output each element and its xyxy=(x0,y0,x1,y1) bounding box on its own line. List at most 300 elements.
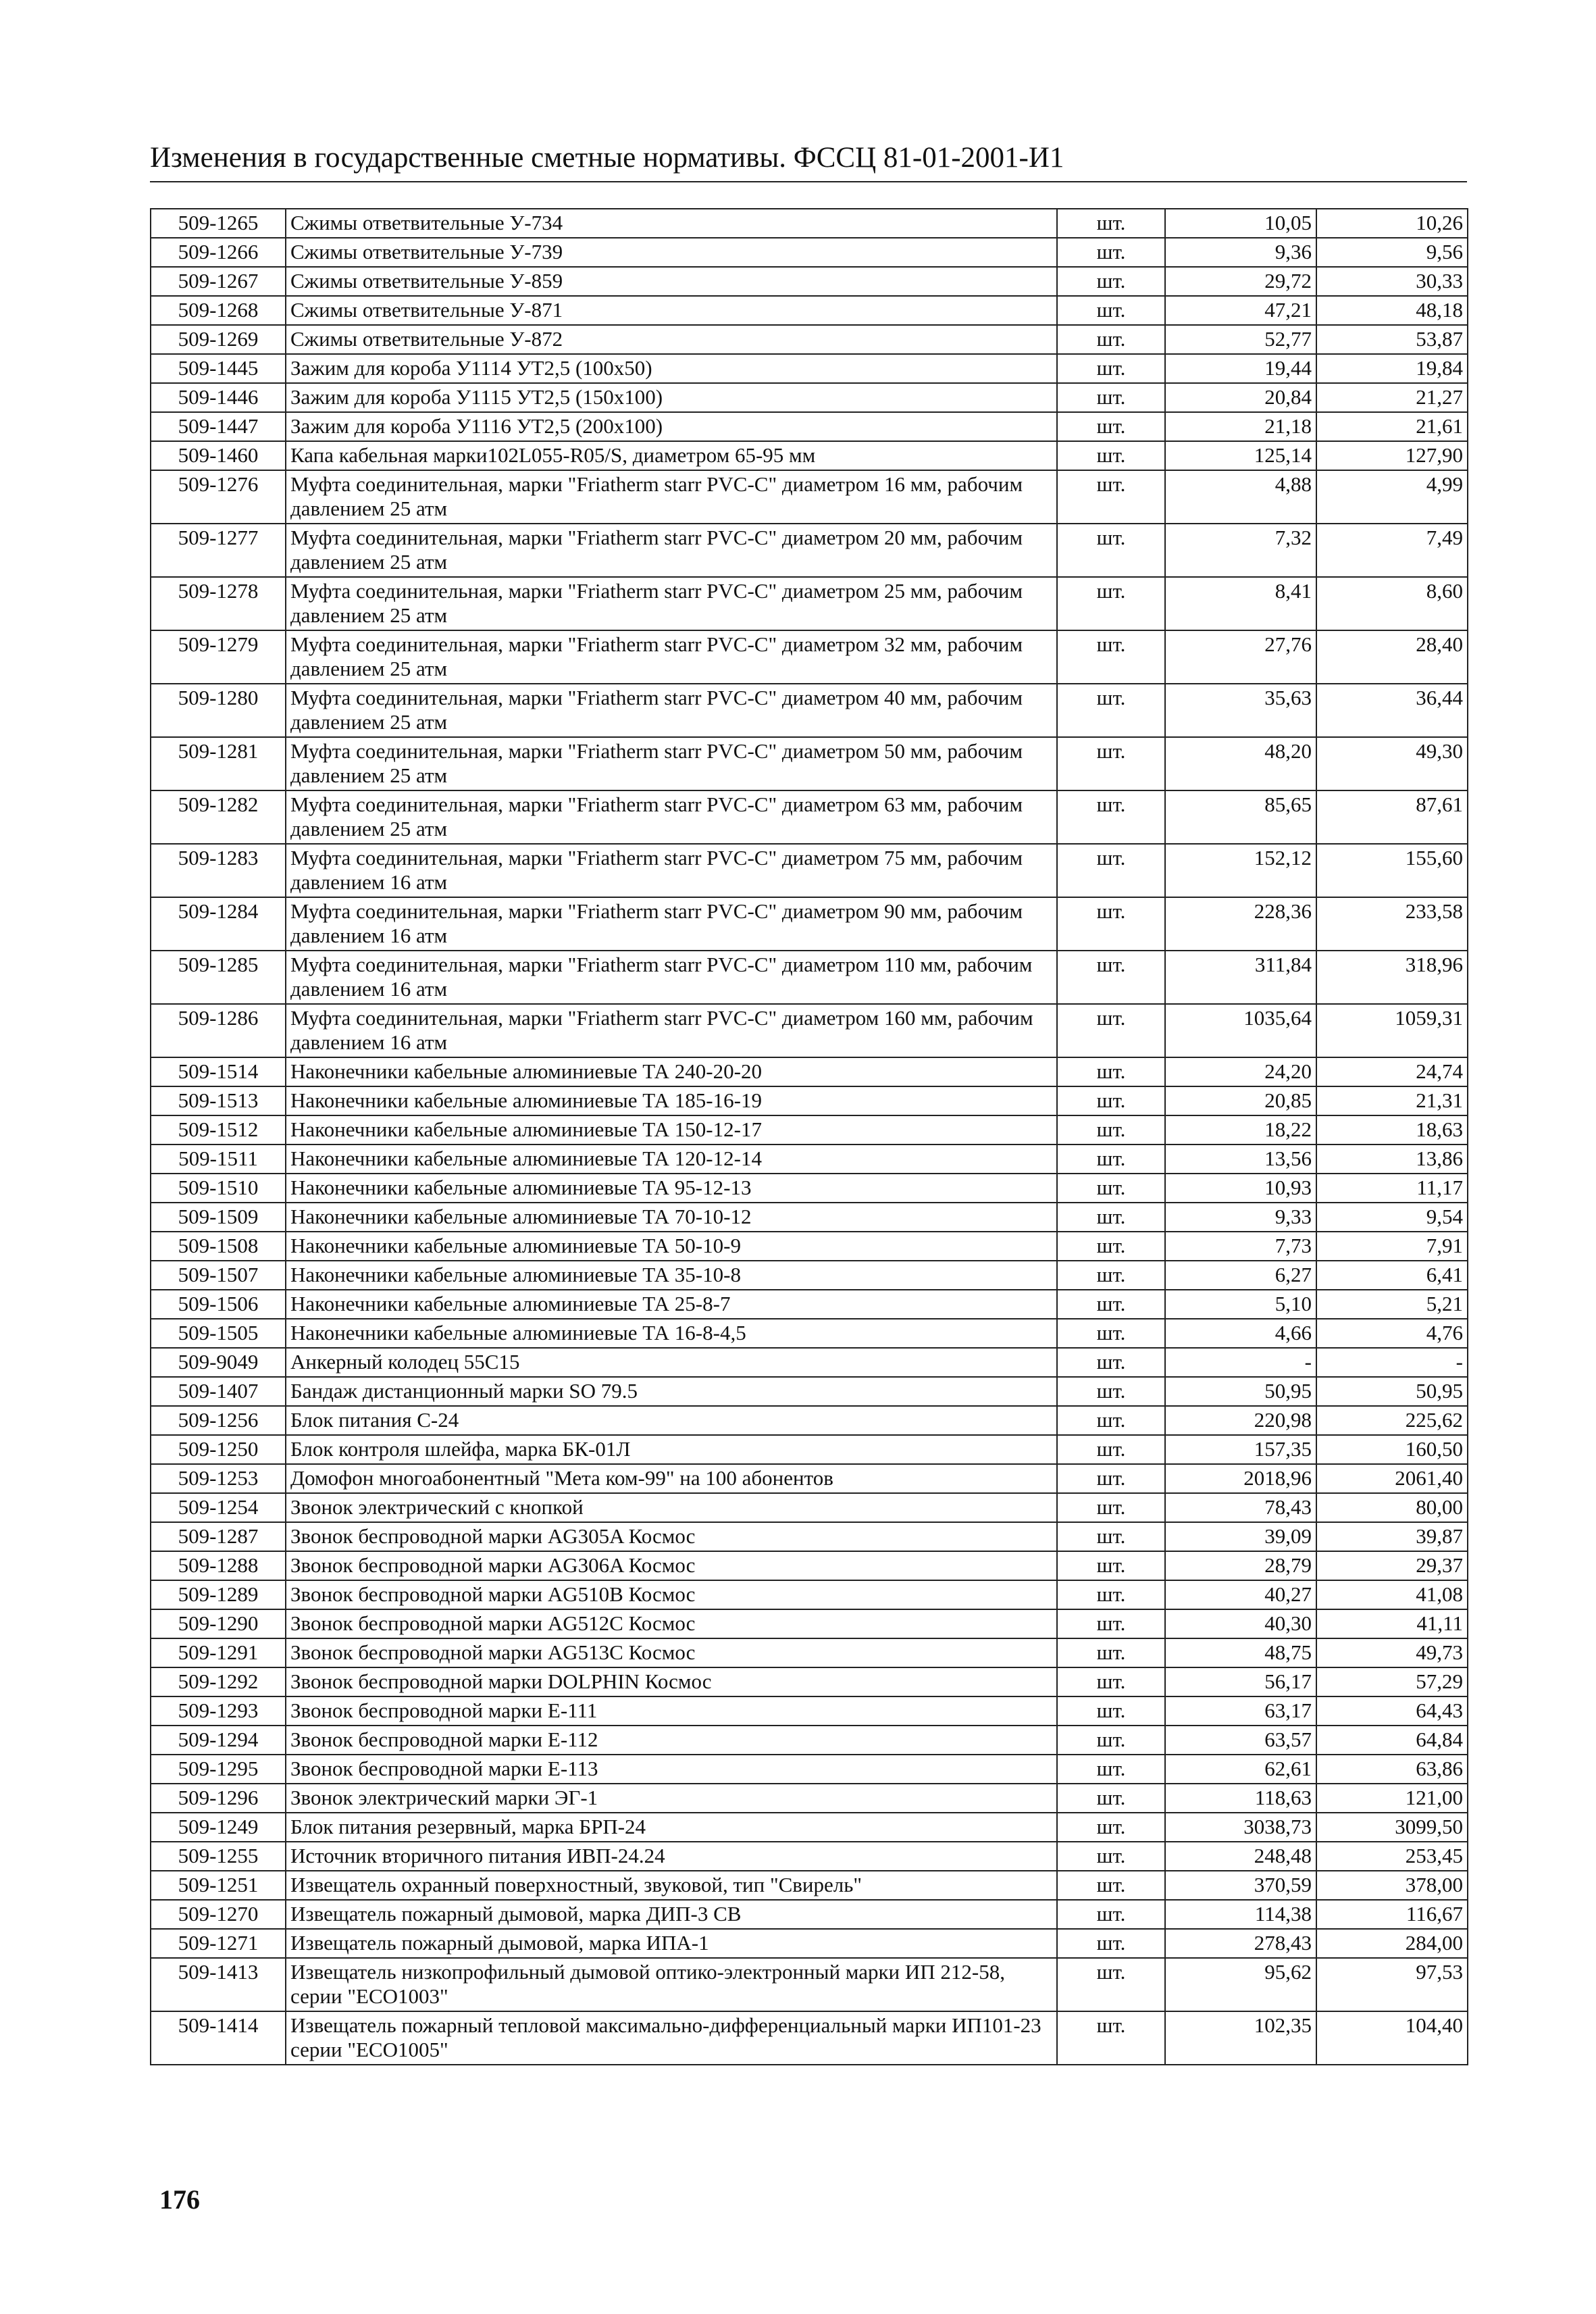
resource-name-cell: Сжимы ответвительные У-872 xyxy=(286,325,1057,354)
price-table-body xyxy=(151,209,1468,2065)
price-cell-2: 97,53 xyxy=(1316,1958,1468,2011)
price-cell-2: 36,44 xyxy=(1316,684,1468,737)
resource-code-cell: 509-1269 xyxy=(151,325,286,354)
resource-name-cell: Муфта соединительная, марки "Friatherm starr PVC-C" диаметром 63 мм, рабочим давлением 25 атм xyxy=(286,790,1057,844)
price-cell-2: 8,60 xyxy=(1316,577,1468,630)
table-row xyxy=(151,1871,1468,1900)
resource-name-cell: Сжимы ответвительные У-734 xyxy=(286,209,1057,238)
page-header: Изменения в государственные сметные нормативы. ФССЦ 81-01-2001-И1 xyxy=(150,142,1064,174)
resource-name-cell: Капа кабельная марки102L055-R05/S, диаметром 65-95 мм xyxy=(286,441,1057,470)
unit-cell: шт. xyxy=(1057,1377,1165,1406)
resource-name-cell: Извещатель низкопрофильный дымовой оптико-электронный марки ИП 212-58, серии "ECO1003" xyxy=(286,1958,1057,2011)
price-cell-2: 24,74 xyxy=(1316,1057,1468,1086)
table-row xyxy=(151,267,1468,296)
table-row xyxy=(151,1004,1468,1057)
resource-code-cell: 509-1514 xyxy=(151,1057,286,1086)
price-cell-2: 9,56 xyxy=(1316,238,1468,267)
resource-name-cell: Наконечники кабельные алюминиевые ТА 50-10-9 xyxy=(286,1232,1057,1261)
table-row xyxy=(151,1203,1468,1232)
table-row xyxy=(151,1958,1468,2011)
unit-cell: шт. xyxy=(1057,1784,1165,1813)
price-cell-2: 21,27 xyxy=(1316,383,1468,412)
unit-cell: шт. xyxy=(1057,1813,1165,1842)
resource-code-cell: 509-1268 xyxy=(151,296,286,325)
resource-code-cell: 509-1265 xyxy=(151,209,286,238)
price-cell-2: 318,96 xyxy=(1316,951,1468,1004)
price-cell-1: 47,21 xyxy=(1165,296,1316,325)
unit-cell: шт. xyxy=(1057,1696,1165,1726)
price-cell-2: 39,87 xyxy=(1316,1522,1468,1551)
price-cell-2: 253,45 xyxy=(1316,1842,1468,1871)
price-cell-1: 85,65 xyxy=(1165,790,1316,844)
unit-cell: шт. xyxy=(1057,737,1165,790)
resource-code-cell: 509-1278 xyxy=(151,577,286,630)
price-cell-1: 28,79 xyxy=(1165,1551,1316,1580)
resource-code-cell: 509-1279 xyxy=(151,630,286,684)
unit-cell: шт. xyxy=(1057,1522,1165,1551)
resource-name-cell: Звонок электрический марки ЭГ-1 xyxy=(286,1784,1057,1813)
resource-code-cell: 509-1508 xyxy=(151,1232,286,1261)
resource-code-cell: 509-1296 xyxy=(151,1784,286,1813)
unit-cell: шт. xyxy=(1057,1348,1165,1377)
table-row xyxy=(151,1813,1468,1842)
price-cell-1: 10,05 xyxy=(1165,209,1316,238)
resource-code-cell: 509-1284 xyxy=(151,897,286,951)
price-cell-2: 64,84 xyxy=(1316,1726,1468,1755)
unit-cell: шт. xyxy=(1057,2011,1165,2065)
table-row xyxy=(151,1842,1468,1871)
price-cell-2: 57,29 xyxy=(1316,1667,1468,1696)
price-table xyxy=(150,208,1468,2065)
resource-name-cell: Наконечники кабельные алюминиевые ТА 185-16-19 xyxy=(286,1086,1057,1115)
resource-name-cell: Блок контроля шлейфа, марка БК-01Л xyxy=(286,1435,1057,1464)
price-cell-1: 52,77 xyxy=(1165,325,1316,354)
resource-name-cell: Зажим для короба У1116 УТ2,5 (200x100) xyxy=(286,412,1057,441)
price-cell-2: 30,33 xyxy=(1316,267,1468,296)
unit-cell: шт. xyxy=(1057,1551,1165,1580)
resource-name-cell: Наконечники кабельные алюминиевые ТА 120-12-14 xyxy=(286,1145,1057,1174)
price-cell-1: 24,20 xyxy=(1165,1057,1316,1086)
price-cell-2: 155,60 xyxy=(1316,844,1468,897)
table-row xyxy=(151,1057,1468,1086)
resource-name-cell: Звонок электрический с кнопкой xyxy=(286,1493,1057,1522)
resource-name-cell: Извещатель охранный поверхностный, звуковой, тип "Свирель" xyxy=(286,1871,1057,1900)
resource-code-cell: 509-1271 xyxy=(151,1929,286,1958)
resource-code-cell: 509-1509 xyxy=(151,1203,286,1232)
table-row xyxy=(151,296,1468,325)
price-cell-1: 5,10 xyxy=(1165,1290,1316,1319)
price-cell-2: 53,87 xyxy=(1316,325,1468,354)
price-cell-1: 19,44 xyxy=(1165,354,1316,383)
resource-name-cell: Наконечники кабельные алюминиевые ТА 70-10-12 xyxy=(286,1203,1057,1232)
table-row xyxy=(151,1086,1468,1115)
table-row xyxy=(151,1726,1468,1755)
resource-name-cell: Сжимы ответвительные У-739 xyxy=(286,238,1057,267)
table-row xyxy=(151,1261,1468,1290)
price-cell-2: 63,86 xyxy=(1316,1755,1468,1784)
table-row xyxy=(151,238,1468,267)
unit-cell: шт. xyxy=(1057,1004,1165,1057)
page-number: 176 xyxy=(159,2184,200,2215)
resource-code-cell: 509-1293 xyxy=(151,1696,286,1726)
price-cell-1: 40,27 xyxy=(1165,1580,1316,1609)
price-cell-1: 125,14 xyxy=(1165,441,1316,470)
resource-code-cell: 509-1289 xyxy=(151,1580,286,1609)
unit-cell: шт. xyxy=(1057,1755,1165,1784)
unit-cell: шт. xyxy=(1057,1319,1165,1348)
resource-code-cell: 509-1295 xyxy=(151,1755,286,1784)
resource-name-cell: Звонок беспроводной марки AG306A Космос xyxy=(286,1551,1057,1580)
unit-cell: шт. xyxy=(1057,1232,1165,1261)
price-cell-2: 4,76 xyxy=(1316,1319,1468,1348)
price-cell-2: 41,08 xyxy=(1316,1580,1468,1609)
resource-name-cell: Звонок беспроводной марки AG510B Космос xyxy=(286,1580,1057,1609)
price-cell-1: 20,84 xyxy=(1165,383,1316,412)
resource-code-cell: 509-1511 xyxy=(151,1145,286,1174)
resource-code-cell: 509-1249 xyxy=(151,1813,286,1842)
price-cell-1: 48,75 xyxy=(1165,1638,1316,1667)
price-cell-1: 78,43 xyxy=(1165,1493,1316,1522)
resource-code-cell: 509-1507 xyxy=(151,1261,286,1290)
unit-cell: шт. xyxy=(1057,524,1165,577)
unit-cell: шт. xyxy=(1057,1464,1165,1493)
resource-name-cell: Источник вторичного питания ИВП-24.24 xyxy=(286,1842,1057,1871)
resource-name-cell: Наконечники кабельные алюминиевые ТА 95-12-13 xyxy=(286,1174,1057,1203)
resource-name-cell: Муфта соединительная, марки "Friatherm starr PVC-C" диаметром 25 мм, рабочим давлением 25 атм xyxy=(286,577,1057,630)
resource-name-cell: Извещатель пожарный дымовой, марка ДИП-3 СВ xyxy=(286,1900,1057,1929)
price-cell-1: 8,41 xyxy=(1165,577,1316,630)
resource-code-cell: 509-1285 xyxy=(151,951,286,1004)
resource-name-cell: Сжимы ответвительные У-859 xyxy=(286,267,1057,296)
table-row xyxy=(151,1115,1468,1145)
resource-code-cell: 509-1283 xyxy=(151,844,286,897)
price-cell-2: 13,86 xyxy=(1316,1145,1468,1174)
unit-cell: шт. xyxy=(1057,1261,1165,1290)
price-cell-1: 9,36 xyxy=(1165,238,1316,267)
price-cell-1: 114,38 xyxy=(1165,1900,1316,1929)
price-cell-2: 21,61 xyxy=(1316,412,1468,441)
unit-cell: шт. xyxy=(1057,238,1165,267)
price-cell-1: 370,59 xyxy=(1165,1871,1316,1900)
price-cell-1: 29,72 xyxy=(1165,267,1316,296)
table-row xyxy=(151,470,1468,524)
price-cell-1: 48,20 xyxy=(1165,737,1316,790)
unit-cell: шт. xyxy=(1057,1435,1165,1464)
resource-name-cell: Звонок беспроводной марки Е-113 xyxy=(286,1755,1057,1784)
resource-name-cell: Звонок беспроводной марки AG513C Космос xyxy=(286,1638,1057,1667)
table-row xyxy=(151,1232,1468,1261)
resource-name-cell: Муфта соединительная, марки "Friatherm starr PVC-C" диаметром 160 мм, рабочим давлением 16 атм xyxy=(286,1004,1057,1057)
unit-cell: шт. xyxy=(1057,684,1165,737)
table-row xyxy=(151,1435,1468,1464)
table-row xyxy=(151,325,1468,354)
price-cell-1: 9,33 xyxy=(1165,1203,1316,1232)
table-row xyxy=(151,1319,1468,1348)
price-cell-2: 9,54 xyxy=(1316,1203,1468,1232)
resource-code-cell: 509-1510 xyxy=(151,1174,286,1203)
price-cell-2: - xyxy=(1316,1348,1468,1377)
table-row xyxy=(151,1464,1468,1493)
resource-code-cell: 509-1290 xyxy=(151,1609,286,1638)
resource-code-cell: 509-1505 xyxy=(151,1319,286,1348)
resource-name-cell: Муфта соединительная, марки "Friatherm starr PVC-C" диаметром 40 мм, рабочим давлением 25 атм xyxy=(286,684,1057,737)
unit-cell: шт. xyxy=(1057,1958,1165,2011)
price-cell-1: 63,17 xyxy=(1165,1696,1316,1726)
resource-code-cell: 509-1294 xyxy=(151,1726,286,1755)
price-cell-1: 10,93 xyxy=(1165,1174,1316,1203)
resource-name-cell: Наконечники кабельные алюминиевые ТА 35-10-8 xyxy=(286,1261,1057,1290)
table-row xyxy=(151,844,1468,897)
resource-name-cell: Звонок беспроводной марки Е-112 xyxy=(286,1726,1057,1755)
resource-name-cell: Сжимы ответвительные У-871 xyxy=(286,296,1057,325)
price-cell-1: 56,17 xyxy=(1165,1667,1316,1696)
resource-name-cell: Муфта соединительная, марки "Friatherm starr PVC-C" диаметром 75 мм, рабочим давлением 16 атм xyxy=(286,844,1057,897)
price-cell-2: 28,40 xyxy=(1316,630,1468,684)
price-cell-1: 7,73 xyxy=(1165,1232,1316,1261)
table-row xyxy=(151,209,1468,238)
resource-name-cell: Муфта соединительная, марки "Friatherm starr PVC-C" диаметром 32 мм, рабочим давлением 25 атм xyxy=(286,630,1057,684)
resource-code-cell: 509-1445 xyxy=(151,354,286,383)
price-cell-2: 225,62 xyxy=(1316,1406,1468,1435)
unit-cell: шт. xyxy=(1057,1086,1165,1115)
resource-name-cell: Зажим для короба У1114 УТ2,5 (100x50) xyxy=(286,354,1057,383)
unit-cell: шт. xyxy=(1057,209,1165,238)
table-row xyxy=(151,412,1468,441)
price-cell-1: - xyxy=(1165,1348,1316,1377)
resource-name-cell: Зажим для короба У1115 УТ2,5 (150x100) xyxy=(286,383,1057,412)
resource-name-cell: Наконечники кабельные алюминиевые ТА 240-20-20 xyxy=(286,1057,1057,1086)
price-cell-2: 18,63 xyxy=(1316,1115,1468,1145)
resource-code-cell: 509-1414 xyxy=(151,2011,286,2065)
resource-name-cell: Звонок беспроводной марки Е-111 xyxy=(286,1696,1057,1726)
price-cell-2: 64,43 xyxy=(1316,1696,1468,1726)
price-cell-2: 121,00 xyxy=(1316,1784,1468,1813)
table-row xyxy=(151,790,1468,844)
price-cell-1: 95,62 xyxy=(1165,1958,1316,2011)
table-row xyxy=(151,1638,1468,1667)
price-cell-1: 20,85 xyxy=(1165,1086,1316,1115)
price-cell-1: 278,43 xyxy=(1165,1929,1316,1958)
resource-code-cell: 509-1251 xyxy=(151,1871,286,1900)
price-cell-2: 21,31 xyxy=(1316,1086,1468,1115)
price-cell-1: 220,98 xyxy=(1165,1406,1316,1435)
resource-name-cell: Домофон многоабонентный "Мета ком-99" на 100 абонентов xyxy=(286,1464,1057,1493)
price-cell-2: 2061,40 xyxy=(1316,1464,1468,1493)
price-cell-2: 6,41 xyxy=(1316,1261,1468,1290)
resource-name-cell: Муфта соединительная, марки "Friatherm starr PVC-C" диаметром 110 мм, рабочим давлением 16 атм xyxy=(286,951,1057,1004)
resource-code-cell: 509-1280 xyxy=(151,684,286,737)
resource-code-cell: 509-1282 xyxy=(151,790,286,844)
table-row xyxy=(151,354,1468,383)
price-cell-1: 4,88 xyxy=(1165,470,1316,524)
price-cell-1: 27,76 xyxy=(1165,630,1316,684)
table-row xyxy=(151,1493,1468,1522)
table-row xyxy=(151,1290,1468,1319)
price-cell-1: 21,18 xyxy=(1165,412,1316,441)
unit-cell: шт. xyxy=(1057,1929,1165,1958)
unit-cell: шт. xyxy=(1057,1667,1165,1696)
unit-cell: шт. xyxy=(1057,267,1165,296)
price-cell-1: 40,30 xyxy=(1165,1609,1316,1638)
resource-code-cell: 509-1506 xyxy=(151,1290,286,1319)
unit-cell: шт. xyxy=(1057,1290,1165,1319)
unit-cell: шт. xyxy=(1057,577,1165,630)
table-row xyxy=(151,1580,1468,1609)
resource-name-cell: Анкерный колодец 55С15 xyxy=(286,1348,1057,1377)
table-row xyxy=(151,1929,1468,1958)
resource-code-cell: 509-1513 xyxy=(151,1086,286,1115)
price-cell-2: 87,61 xyxy=(1316,790,1468,844)
price-cell-2: 49,73 xyxy=(1316,1638,1468,1667)
table-row xyxy=(151,1755,1468,1784)
price-cell-1: 62,61 xyxy=(1165,1755,1316,1784)
price-cell-2: 378,00 xyxy=(1316,1871,1468,1900)
resource-name-cell: Бандаж дистанционный марки SO 79.5 xyxy=(286,1377,1057,1406)
unit-cell: шт. xyxy=(1057,412,1165,441)
price-cell-2: 116,67 xyxy=(1316,1900,1468,1929)
unit-cell: шт. xyxy=(1057,354,1165,383)
price-cell-2: 80,00 xyxy=(1316,1493,1468,1522)
resource-code-cell: 509-1255 xyxy=(151,1842,286,1871)
price-cell-1: 39,09 xyxy=(1165,1522,1316,1551)
price-cell-2: 5,21 xyxy=(1316,1290,1468,1319)
header-divider xyxy=(150,181,1467,182)
resource-name-cell: Звонок беспроводной марки DOLPHIN Космос xyxy=(286,1667,1057,1696)
resource-code-cell: 509-1253 xyxy=(151,1464,286,1493)
unit-cell: шт. xyxy=(1057,844,1165,897)
table-row xyxy=(151,1377,1468,1406)
table-row xyxy=(151,383,1468,412)
unit-cell: шт. xyxy=(1057,441,1165,470)
resource-name-cell: Блок питания С-24 xyxy=(286,1406,1057,1435)
table-row xyxy=(151,1667,1468,1696)
unit-cell: шт. xyxy=(1057,383,1165,412)
table-row xyxy=(151,1551,1468,1580)
resource-name-cell: Звонок беспроводной марки AG305A Космос xyxy=(286,1522,1057,1551)
unit-cell: шт. xyxy=(1057,296,1165,325)
table-row xyxy=(151,1696,1468,1726)
resource-code-cell: 509-1413 xyxy=(151,1958,286,2011)
resource-code-cell: 509-1407 xyxy=(151,1377,286,1406)
price-cell-1: 7,32 xyxy=(1165,524,1316,577)
price-cell-1: 118,63 xyxy=(1165,1784,1316,1813)
unit-cell: шт. xyxy=(1057,470,1165,524)
table-row xyxy=(151,524,1468,577)
resource-code-cell: 509-1281 xyxy=(151,737,286,790)
price-cell-2: 10,26 xyxy=(1316,209,1468,238)
resource-code-cell: 509-1286 xyxy=(151,1004,286,1057)
resource-name-cell: Наконечники кабельные алюминиевые ТА 16-8-4,5 xyxy=(286,1319,1057,1348)
resource-code-cell: 509-1291 xyxy=(151,1638,286,1667)
resource-code-cell: 509-1270 xyxy=(151,1900,286,1929)
price-cell-2: 160,50 xyxy=(1316,1435,1468,1464)
price-cell-1: 2018,96 xyxy=(1165,1464,1316,1493)
resource-code-cell: 509-1277 xyxy=(151,524,286,577)
price-cell-2: 7,49 xyxy=(1316,524,1468,577)
unit-cell: шт. xyxy=(1057,1145,1165,1174)
table-row xyxy=(151,441,1468,470)
price-cell-1: 13,56 xyxy=(1165,1145,1316,1174)
unit-cell: шт. xyxy=(1057,1842,1165,1871)
unit-cell: шт. xyxy=(1057,1638,1165,1667)
price-cell-2: 11,17 xyxy=(1316,1174,1468,1203)
price-cell-2: 49,30 xyxy=(1316,737,1468,790)
unit-cell: шт. xyxy=(1057,1057,1165,1086)
resource-code-cell: 509-1287 xyxy=(151,1522,286,1551)
unit-cell: шт. xyxy=(1057,1726,1165,1755)
price-cell-2: 48,18 xyxy=(1316,296,1468,325)
price-cell-1: 63,57 xyxy=(1165,1726,1316,1755)
resource-name-cell: Муфта соединительная, марки "Friatherm starr PVC-C" диаметром 90 мм, рабочим давлением 16 атм xyxy=(286,897,1057,951)
resource-code-cell: 509-1447 xyxy=(151,412,286,441)
table-row xyxy=(151,1406,1468,1435)
unit-cell: шт. xyxy=(1057,1900,1165,1929)
price-cell-1: 50,95 xyxy=(1165,1377,1316,1406)
table-row xyxy=(151,1522,1468,1551)
table-row xyxy=(151,630,1468,684)
table-row xyxy=(151,2011,1468,2065)
table-row xyxy=(151,1348,1468,1377)
table-row xyxy=(151,577,1468,630)
resource-code-cell: 509-1267 xyxy=(151,267,286,296)
unit-cell: шт. xyxy=(1057,1115,1165,1145)
table-row xyxy=(151,1145,1468,1174)
resource-code-cell: 509-1288 xyxy=(151,1551,286,1580)
resource-code-cell: 509-1512 xyxy=(151,1115,286,1145)
price-cell-2: 41,11 xyxy=(1316,1609,1468,1638)
resource-code-cell: 509-9049 xyxy=(151,1348,286,1377)
price-cell-2: 233,58 xyxy=(1316,897,1468,951)
resource-name-cell: Муфта соединительная, марки "Friatherm starr PVC-C" диаметром 16 мм, рабочим давлением 25 атм xyxy=(286,470,1057,524)
unit-cell: шт. xyxy=(1057,951,1165,1004)
price-cell-1: 1035,64 xyxy=(1165,1004,1316,1057)
price-cell-2: 19,84 xyxy=(1316,354,1468,383)
unit-cell: шт. xyxy=(1057,1580,1165,1609)
resource-code-cell: 509-1276 xyxy=(151,470,286,524)
price-cell-1: 3038,73 xyxy=(1165,1813,1316,1842)
unit-cell: шт. xyxy=(1057,790,1165,844)
unit-cell: шт. xyxy=(1057,1174,1165,1203)
price-cell-1: 6,27 xyxy=(1165,1261,1316,1290)
table-row xyxy=(151,684,1468,737)
unit-cell: шт. xyxy=(1057,1493,1165,1522)
resource-name-cell: Блок питания резервный, марка БРП-24 xyxy=(286,1813,1057,1842)
price-cell-1: 4,66 xyxy=(1165,1319,1316,1348)
price-cell-1: 102,35 xyxy=(1165,2011,1316,2065)
unit-cell: шт. xyxy=(1057,630,1165,684)
unit-cell: шт. xyxy=(1057,1203,1165,1232)
price-cell-2: 1059,31 xyxy=(1316,1004,1468,1057)
table-row xyxy=(151,1609,1468,1638)
price-cell-2: 50,95 xyxy=(1316,1377,1468,1406)
unit-cell: шт. xyxy=(1057,1609,1165,1638)
resource-name-cell: Звонок беспроводной марки AG512C Космос xyxy=(286,1609,1057,1638)
unit-cell: шт. xyxy=(1057,1871,1165,1900)
table-row xyxy=(151,897,1468,951)
resource-code-cell: 509-1256 xyxy=(151,1406,286,1435)
price-cell-2: 104,40 xyxy=(1316,2011,1468,2065)
price-cell-1: 18,22 xyxy=(1165,1115,1316,1145)
unit-cell: шт. xyxy=(1057,897,1165,951)
price-cell-1: 228,36 xyxy=(1165,897,1316,951)
resource-code-cell: 509-1446 xyxy=(151,383,286,412)
price-cell-2: 7,91 xyxy=(1316,1232,1468,1261)
resource-code-cell: 509-1254 xyxy=(151,1493,286,1522)
resource-name-cell: Извещатель пожарный тепловой максимально-дифференциальный марки ИП101-23 серии "ECO1005" xyxy=(286,2011,1057,2065)
unit-cell: шт. xyxy=(1057,1406,1165,1435)
price-cell-1: 157,35 xyxy=(1165,1435,1316,1464)
price-cell-2: 4,99 xyxy=(1316,470,1468,524)
